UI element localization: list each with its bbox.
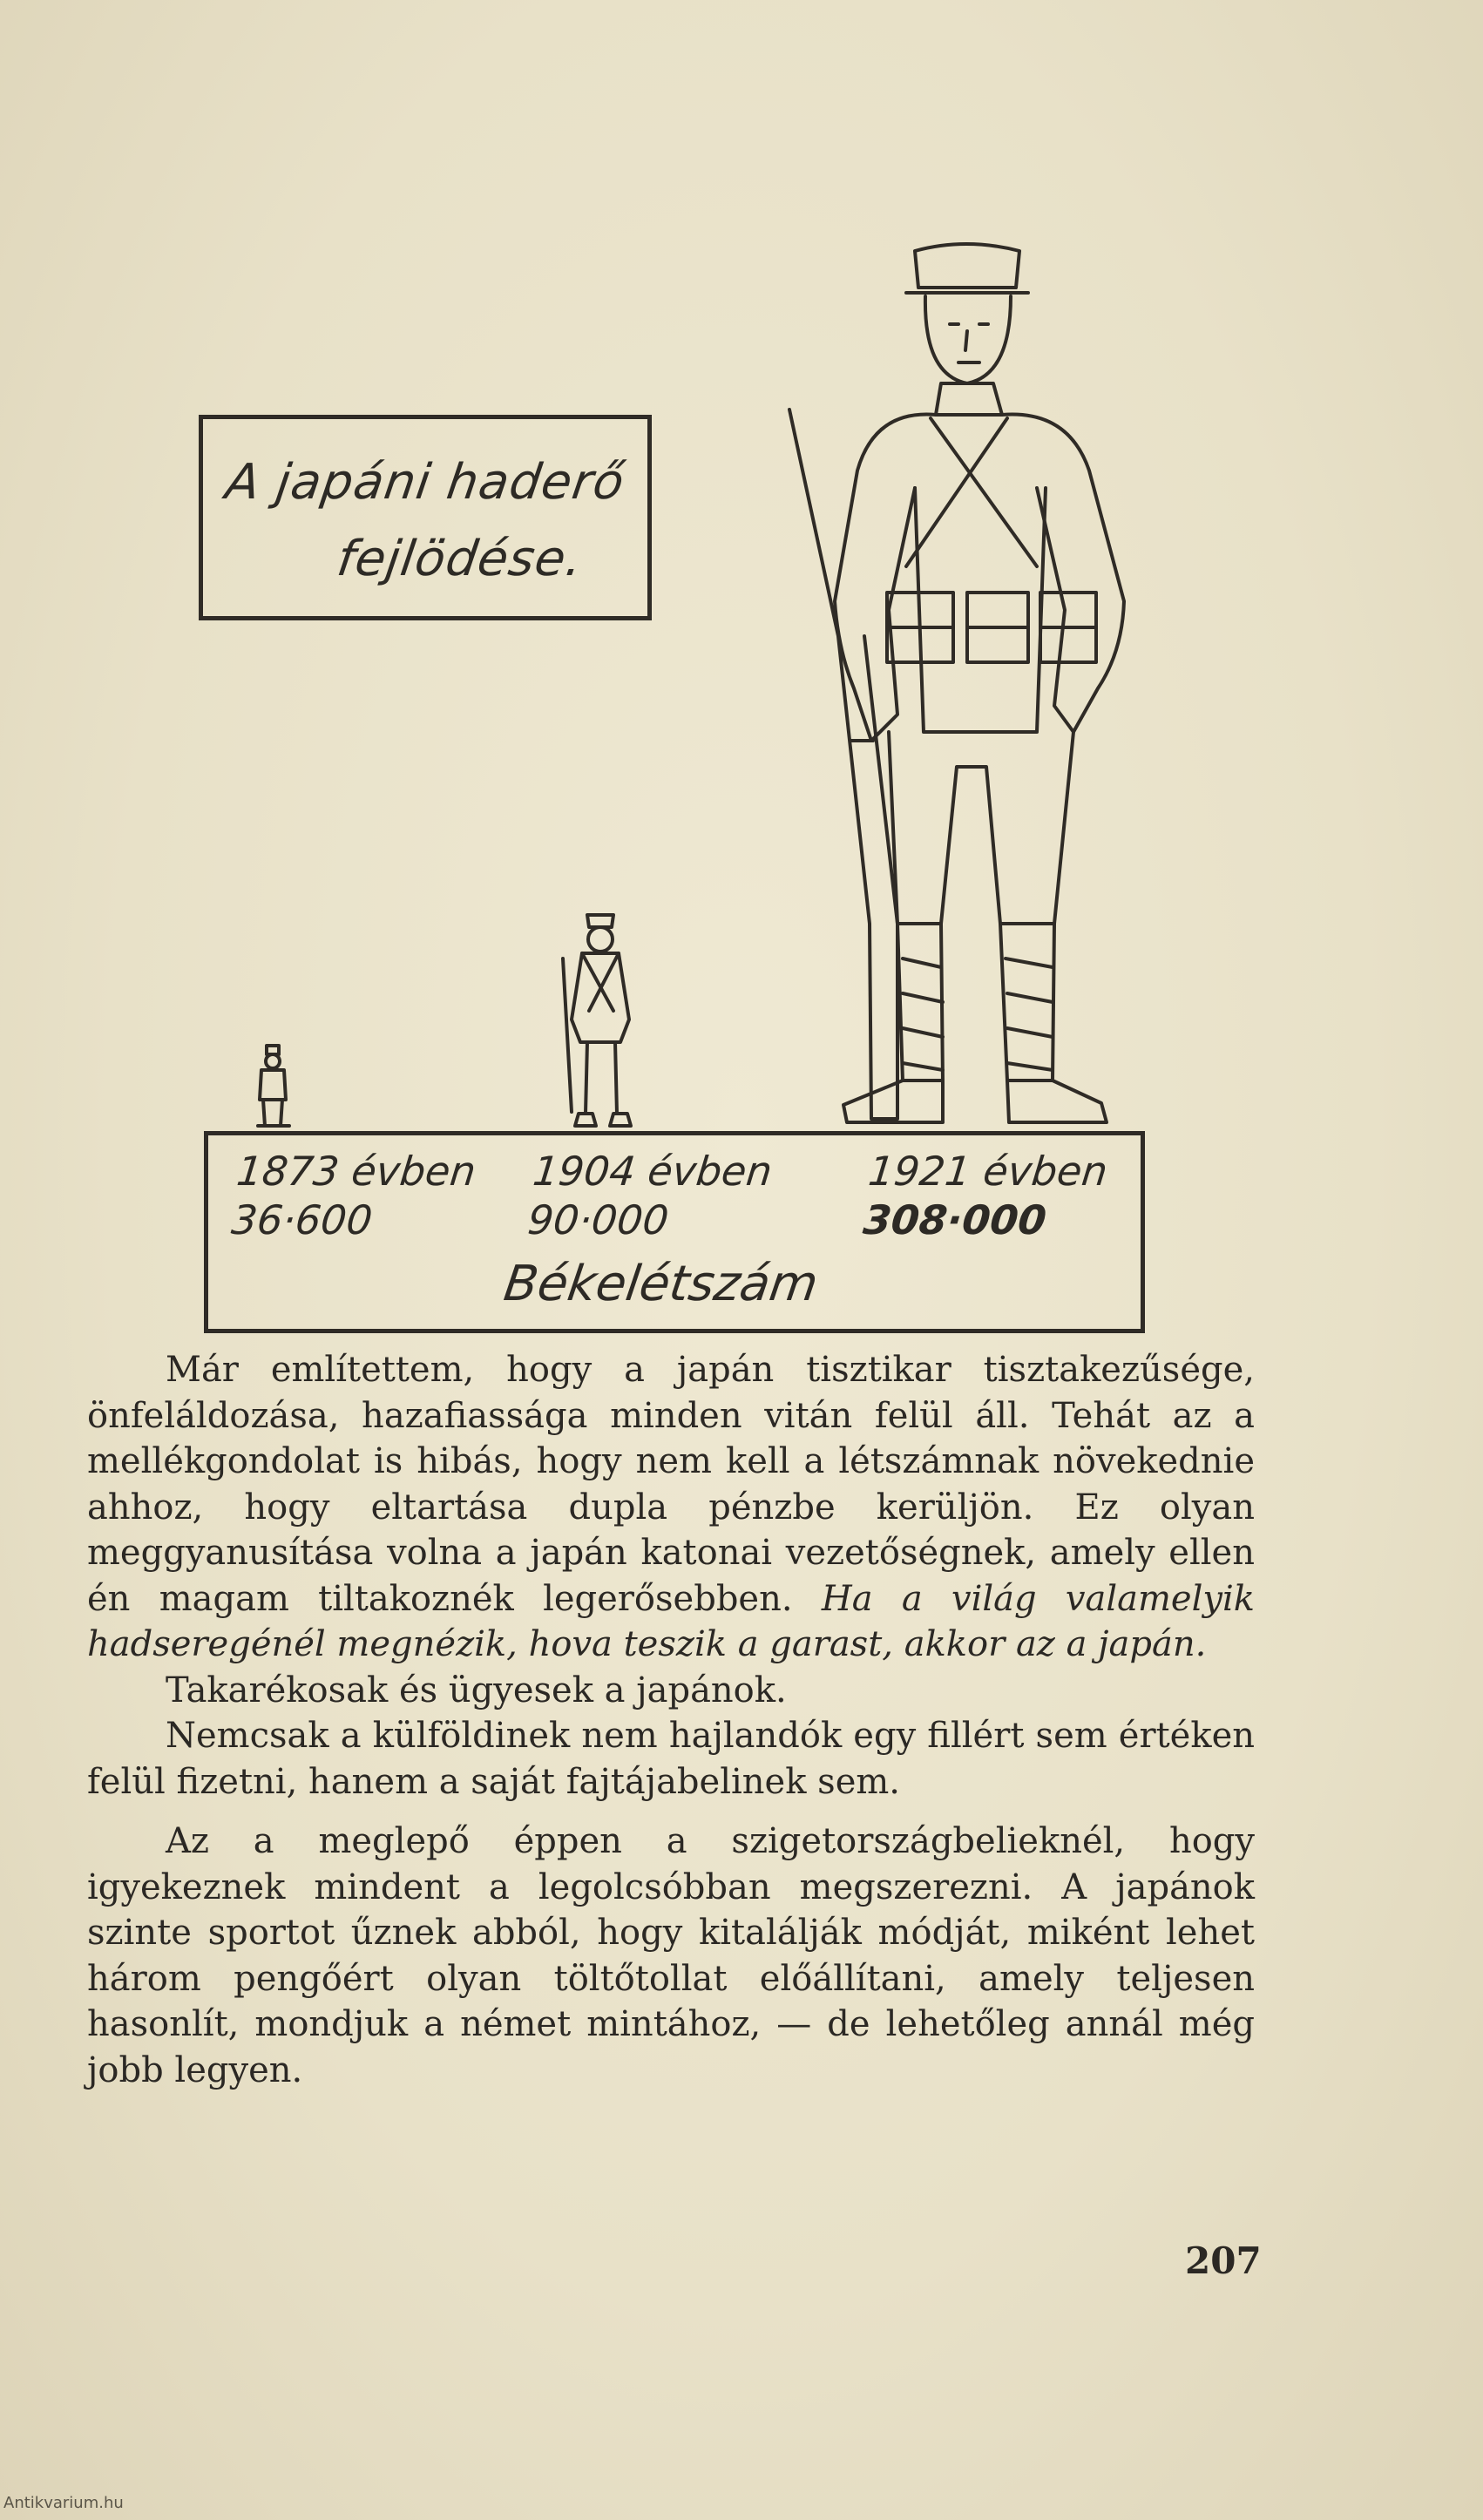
watermark: Antikvarium.hu xyxy=(3,2494,124,2512)
stat-1904 xyxy=(525,1148,774,1243)
stat-year: 1904 évben xyxy=(531,1148,775,1195)
page-number: 207 xyxy=(1185,2239,1262,2282)
stat-1921 xyxy=(861,1148,1109,1243)
paragraph-1 xyxy=(87,1347,1255,1668)
soldier-small-figure xyxy=(258,1046,289,1126)
soldier-medium-figure xyxy=(563,915,631,1126)
stats-caption: Békelétszám xyxy=(500,1256,822,1312)
stat-year: 1921 évben xyxy=(866,1148,1110,1195)
paragraph-2: Takarékosak és ügyesek a japánok. xyxy=(166,1670,787,1710)
soldier-large-figure xyxy=(789,244,1124,1122)
paragraph-1-text: Már említettem, hogy a japán tisztikar tisztakezűsége, önfeláldozása, hazafiassága minden vitán felül áll. Tehát az a mellékgondolat is hibás, hogy nem kell a létszámnak növekednie ahhoz, hogy eltartása dupla pénzbe kerüljön. Ez olyan meggyanusítása volna a japán katonai vezetőségnek, amely ellen én magam tiltakoznék legerősebben. xyxy=(87,1350,1255,1619)
stat-value: 36·600 xyxy=(229,1196,375,1243)
paragraph-3: Nemcsak a külföldinek nem hajlandók egy fillért sem értéken felül fizetni, hanem a saját fajtájabelinek sem. xyxy=(87,1716,1255,1802)
body-text xyxy=(87,1347,1255,2093)
peace-strength-stats-box xyxy=(204,1131,1145,1333)
stat-year: 1873 évben xyxy=(234,1148,478,1195)
stat-value: 90·000 xyxy=(525,1196,671,1243)
paragraph-4: Az a meglepő éppen a szigetországbelieknél, hogy igyekeznek mindent a legolcsóbban megszerezni. A japánok szinte sportot űznek abból, hogy kitalálják módját, miként lehet három pengőért olyan töltőtollat előállítani, amely teljesen hasonlít, mondjuk a német mintához, — de lehetőleg annál még jobb legyen. xyxy=(87,1821,1255,2090)
illustration-title-line-1: A japáni haderő xyxy=(222,454,628,511)
stat-value: 308·000 xyxy=(861,1196,1049,1243)
illustration-title-line-2: fejlödése. xyxy=(333,531,587,587)
stat-1873 xyxy=(229,1148,477,1243)
paragraph-1-italic: Ha a világ valamelyik hadseregénél megnézik, hova teszik a garast, akkor az a japán. xyxy=(87,1578,1256,1664)
